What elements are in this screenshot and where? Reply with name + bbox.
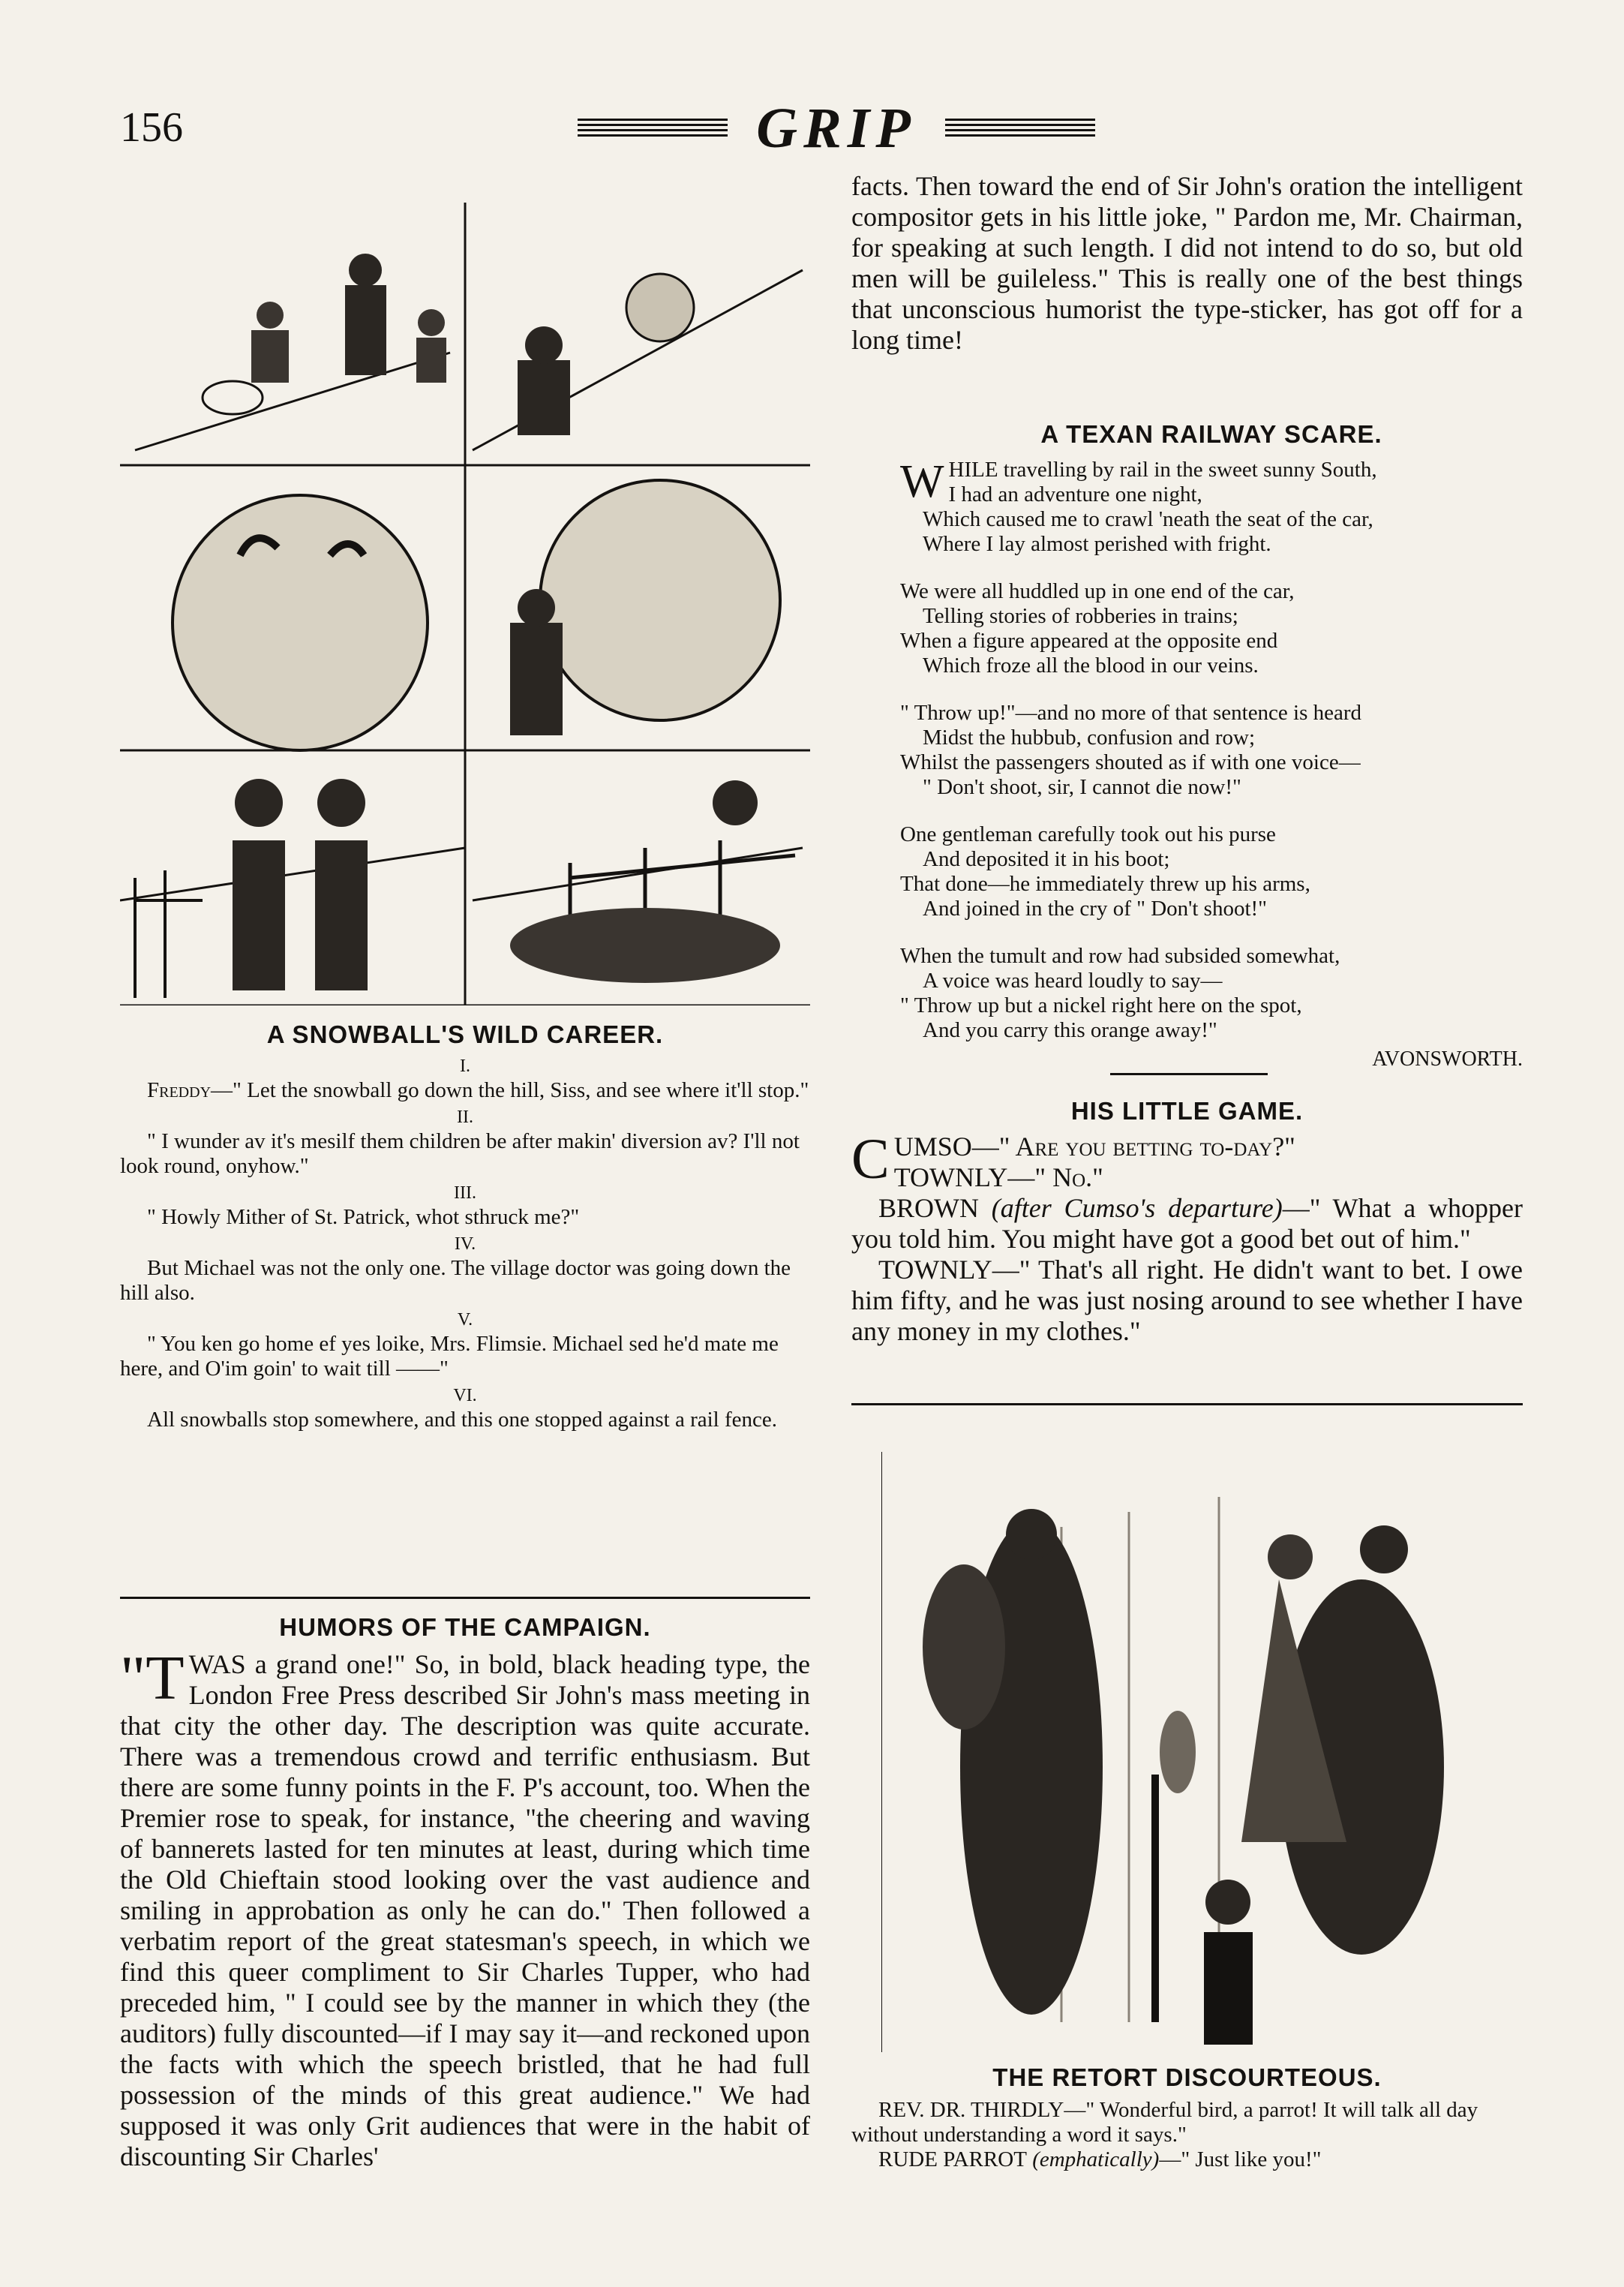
poem-stanza <box>900 579 1523 678</box>
masthead-title: GRIP <box>756 97 917 160</box>
stage-direction: (emphatically) <box>1032 2147 1160 2171</box>
poem-line: Whilst the passengers shouted as if with one voice— <box>900 750 1361 774</box>
speaker-name: REV. DR. THIRDLY <box>878 2098 1064 2122</box>
poem-line: When the tumult and row had subsided somewhat, <box>900 944 1340 968</box>
parrot-illustration <box>881 1452 1496 2052</box>
poem-line: Midst the hubbub, confusion and row; <box>923 726 1256 750</box>
masthead <box>578 89 1095 164</box>
masthead-rule-right <box>945 119 1095 138</box>
poem-author: AVONSWORTH. <box>1372 1047 1523 1071</box>
snowball-caption: But Michael was not the only one. The village doctor was going down the hill also. <box>120 1256 791 1305</box>
snowball-caption: " Howly Mither of St. Patrick, whot sthruck me?" <box>147 1205 580 1229</box>
game-paragraph: BROWN (after Cumso's departure)—" What a whopper you told him. You might have got a good bet out of him." <box>851 1193 1523 1254</box>
game-title: HIS LITTLE GAME. <box>1070 1097 1304 1125</box>
poem-line: HILE travelling by rail in the sweet sunny South, <box>948 458 1377 482</box>
snowball-caption: " You ken go home ef yes loike, Mrs. Flimsie. Michael sed he'd mate me here, and O'im goin' to wait till ——" <box>120 1332 779 1381</box>
stage-direction: (after Cumso's departure) <box>991 1193 1283 1223</box>
poem-line: A voice was heard loudly to say— <box>923 969 1223 993</box>
poem-line: Telling stories of robberies in trains; <box>923 604 1238 628</box>
texan-title: A TEXAN RAILWAY SCARE. <box>1040 420 1382 448</box>
snowball-comic-illustration <box>120 203 810 1005</box>
poem-line: And deposited it in his boot; <box>923 847 1170 871</box>
drop-cap: "T <box>120 1643 185 1713</box>
poem-stanza <box>900 944 1523 1043</box>
section-divider <box>851 1403 1523 1405</box>
retort-title: THE RETORT DISCOURTEOUS. <box>992 2063 1382 2091</box>
game-line: CUMSO—" Are you betting to-day?" <box>851 1128 1295 1191</box>
speaker-name: Freddy <box>147 1078 212 1102</box>
retort-article <box>851 2063 1523 2172</box>
snowball-article <box>120 1020 810 1432</box>
snowball-numeral: VI. <box>453 1386 477 1405</box>
poem-line: Which froze all the blood in our veins. <box>923 654 1259 678</box>
short-divider <box>1110 1073 1268 1075</box>
poem-stanza <box>900 458 1523 557</box>
snowball-title: A SNOWBALL'S WILD CAREER. <box>266 1020 664 1048</box>
game-paragraph: TOWNLY—" That's all right. He didn't want to bet. I owe him fifty, and he was just nosing around to see whether I have any money in my clothes." <box>851 1255 1523 1346</box>
poem-line: Where I lay almost perished with fright. <box>923 532 1271 556</box>
speaker-name: TOWNLY <box>878 1255 992 1285</box>
poem-line: Which caused me to crawl 'neath the seat of the car, <box>923 507 1373 531</box>
game-line: TOWNLY—" No." <box>893 1162 1103 1192</box>
poem-line: One gentleman carefully took out his purse <box>900 822 1276 846</box>
texan-poem <box>900 420 1523 1071</box>
snowball-caption: " I wunder av it's mesilf them children be after makin' diversion av? I'll not look round, onyhow." <box>120 1129 800 1178</box>
humors-text: WAS a grand one!" So, in bold, black heading type, the London Free Press described Sir John's mass meeting in that city the other day. The description was quite accurate. There was a tremendous crowd and terrific enthusiasm. But there are some funny points in the F. P's account, too. When the Premier rose to speak, for instance, "the cheering and waving of bannerets lasted for ten minutes at least, during which time the Old Chieftain stood looking over the vast audience and smiling in approbation as only he can do." Then followed a verbatim report of the great statesman's speech, in which we find this queer compliment to Sir Charles Tupper, who had preceded him, " I could see by the manner in which they (the auditors) fully discounted—if I may say it—and reckoned upon the facts with which the speech bristled, that he had full possession of the minds of this great audience." We had supposed it was only Grit audiences that were in the habit of discounting Sir Charles' <box>120 1649 810 2171</box>
poem-stanza <box>900 701 1523 800</box>
snowball-comic-drawing <box>120 203 810 1005</box>
parrot-drawing <box>881 1452 1496 2052</box>
poem-line: " Don't shoot, sir, I cannot die now!" <box>923 775 1241 799</box>
snowball-numeral: IV. <box>454 1234 476 1254</box>
drop-cap: W <box>900 456 944 507</box>
snowball-caption: All snowballs stop somewhere, and this one stopped against a rail fence. <box>147 1408 777 1432</box>
poem-stanza <box>900 822 1523 921</box>
snowball-numeral: V. <box>457 1310 473 1330</box>
humors-continued-text: facts. Then toward the end of Sir John's oration the intelligent compositor gets in his little joke, " Pardon me, Mr. Chairman, for speaking at such length. I did not intend to do so, but old men will be guileless." This is really one of the best things that unconscious humorist the type-sticker, has got off for a long time! <box>851 171 1523 355</box>
speaker-name: BROWN <box>878 1193 979 1223</box>
game-article <box>851 1097 1523 1347</box>
poem-line: And joined in the cry of " Don't shoot!" <box>923 897 1268 921</box>
poem-line: " Throw up!"—and no more of that sentence is heard <box>900 701 1362 725</box>
retort-line: RUDE PARROT (emphatically)—" Just like you!" <box>878 2147 1322 2171</box>
snowball-numeral: I. <box>460 1056 470 1076</box>
masthead-rule-left <box>578 119 728 138</box>
page-number: 156 <box>120 104 183 151</box>
poem-line: And you carry this orange away!" <box>923 1018 1217 1042</box>
drop-cap: C <box>851 1128 890 1191</box>
poem-line: That done—he immediately threw up his arms, <box>900 872 1310 896</box>
humors-continued <box>851 171 1523 356</box>
speaker-name: RUDE PARROT <box>878 2147 1027 2171</box>
retort-line: REV. DR. THIRDLY—" Wonderful bird, a parrot! It will talk all day without understanding a word it says." <box>851 2098 1478 2147</box>
snowball-numeral: II. <box>457 1107 473 1127</box>
snowball-numeral: III. <box>454 1183 476 1203</box>
poem-line: We were all huddled up in one end of the car, <box>900 579 1295 603</box>
humors-title: HUMORS OF THE CAMPAIGN. <box>279 1613 651 1641</box>
snowball-caption: Freddy—" Let the snowball go down the hill, Siss, and see where it'll stop." <box>147 1078 809 1102</box>
humors-article <box>120 1613 810 2172</box>
poem-line: I had an adventure one night, <box>948 482 1202 506</box>
section-divider <box>120 1597 810 1599</box>
poem-line: When a figure appeared at the opposite end <box>900 629 1278 653</box>
poem-line: " Throw up but a nickel right here on the spot, <box>900 993 1302 1017</box>
humors-body <box>120 1643 810 2172</box>
